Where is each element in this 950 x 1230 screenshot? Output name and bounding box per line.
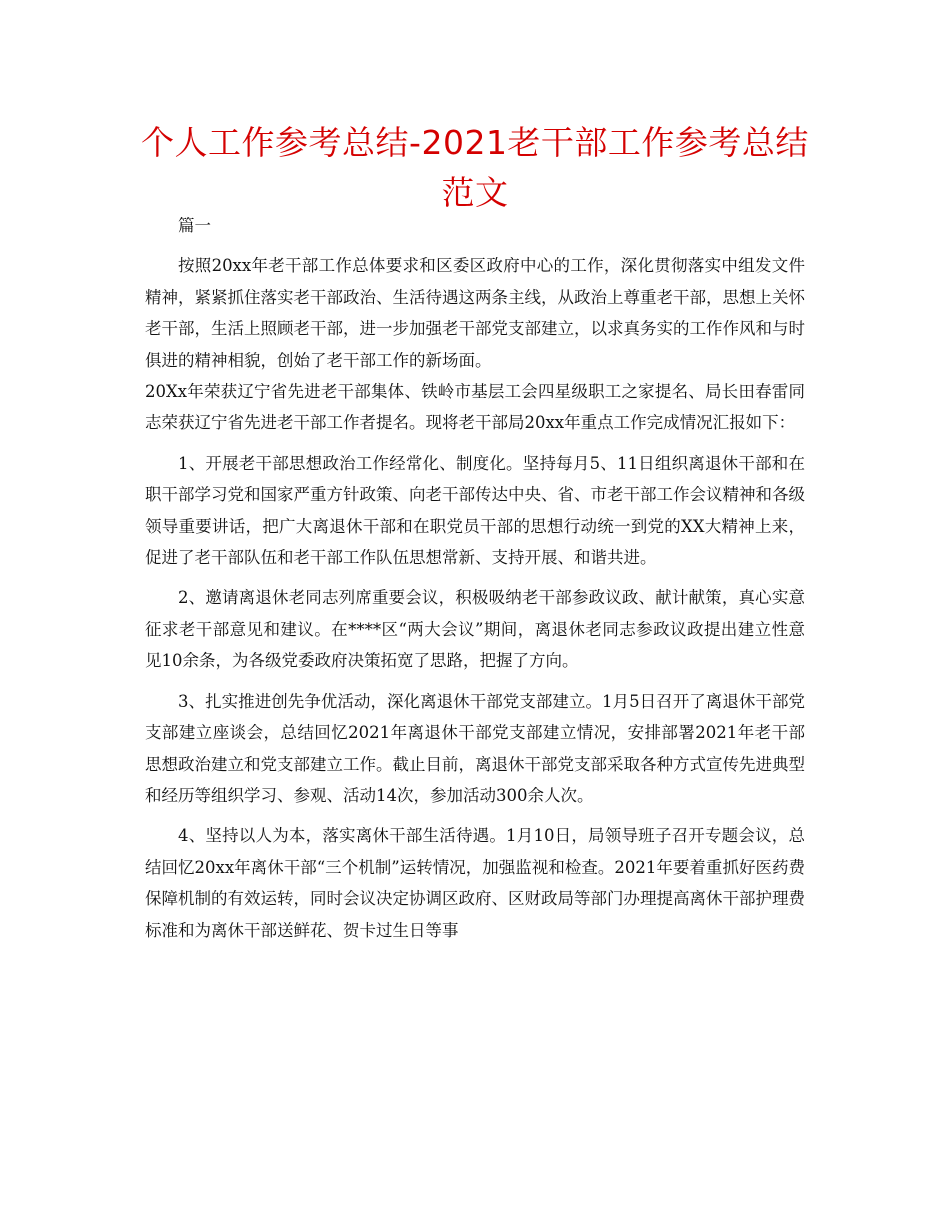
- paragraph-awards: 20Xx年荣获辽宁省先进老干部集体、铁岭市基层工会四星级职工之家提名、局长田春雷同志荣获辽宁省先进老干部工作者提名。现将老干部局20xx年重点工作完成情况汇报如下：: [145, 382, 805, 433]
- document-title: 个人工作参考总结-2021老干部工作参考总结范文: [141, 123, 809, 212]
- section-label: 篇一: [178, 216, 211, 235]
- paragraph-item-4: 4、坚持以人为本，落实离休干部生活待遇。1月10日，局领导班子召开专题会议，总结回忆20xx年离休干部“三个机制”运转情况，加强监视和检查。2021年要着重抓好医药费保障机制的有效运转，同时会议决定协调区政府、区财政局等部门办理提高离休干部护理费标准和为离休干部送鲜花、贺卡过生日等事: [145, 826, 805, 940]
- document-body: [145, 210, 805, 946]
- paragraph-intro: 按照20xx年老干部工作总体要求和区委区政府中心的工作，深化贯彻落实中组发文件精神，紧紧抓住落实老干部政治、生活待遇这两条主线，从政治上尊重老干部，思想上关怀老干部，生活上照顾老干部，进一步加强老干部党支部建立，以求真务实的工作作风和与时俱进的精神相貌，创始了老干部工作的新场面。: [145, 256, 805, 370]
- paragraph-item-3: 3、扎实推进创先争优活动，深化离退休干部党支部建立。1月5日召开了离退休干部党支部建立座谈会，总结回忆2021年离退休干部党支部建立情况，安排部署2021年老干部思想政治建立和党支部建立工作。截止目前，离退休干部党支部采取各种方式宣传先进典型和经历等组织学习、参观、活动14次，参加活动300余人次。: [145, 691, 805, 805]
- paragraph-item-1: 1、开展老干部思想政治工作经常化、制度化。坚持每月5、11日组织离退休干部和在职干部学习党和国家严重方针政策、向老干部传达中央、省、市老干部工作会议精神和各级领导重要讲话，把广大离退休干部和在职党员干部的思想行动统一到党的XX大精神上来，促进了老干部队伍和老干部工作队伍思想常新、支持开展、和谐共进。: [145, 453, 805, 568]
- paragraph-item-2: 2、邀请离退休老同志列席重要会议，积极吸纳老干部参政议政、献计献策，真心实意征求老干部意见和建议。在****区“两大会议”期间，离退休老同志参政议政提出建立性意见10余条，为各级党委政府决策拓宽了思路，把握了方向。: [145, 588, 805, 671]
